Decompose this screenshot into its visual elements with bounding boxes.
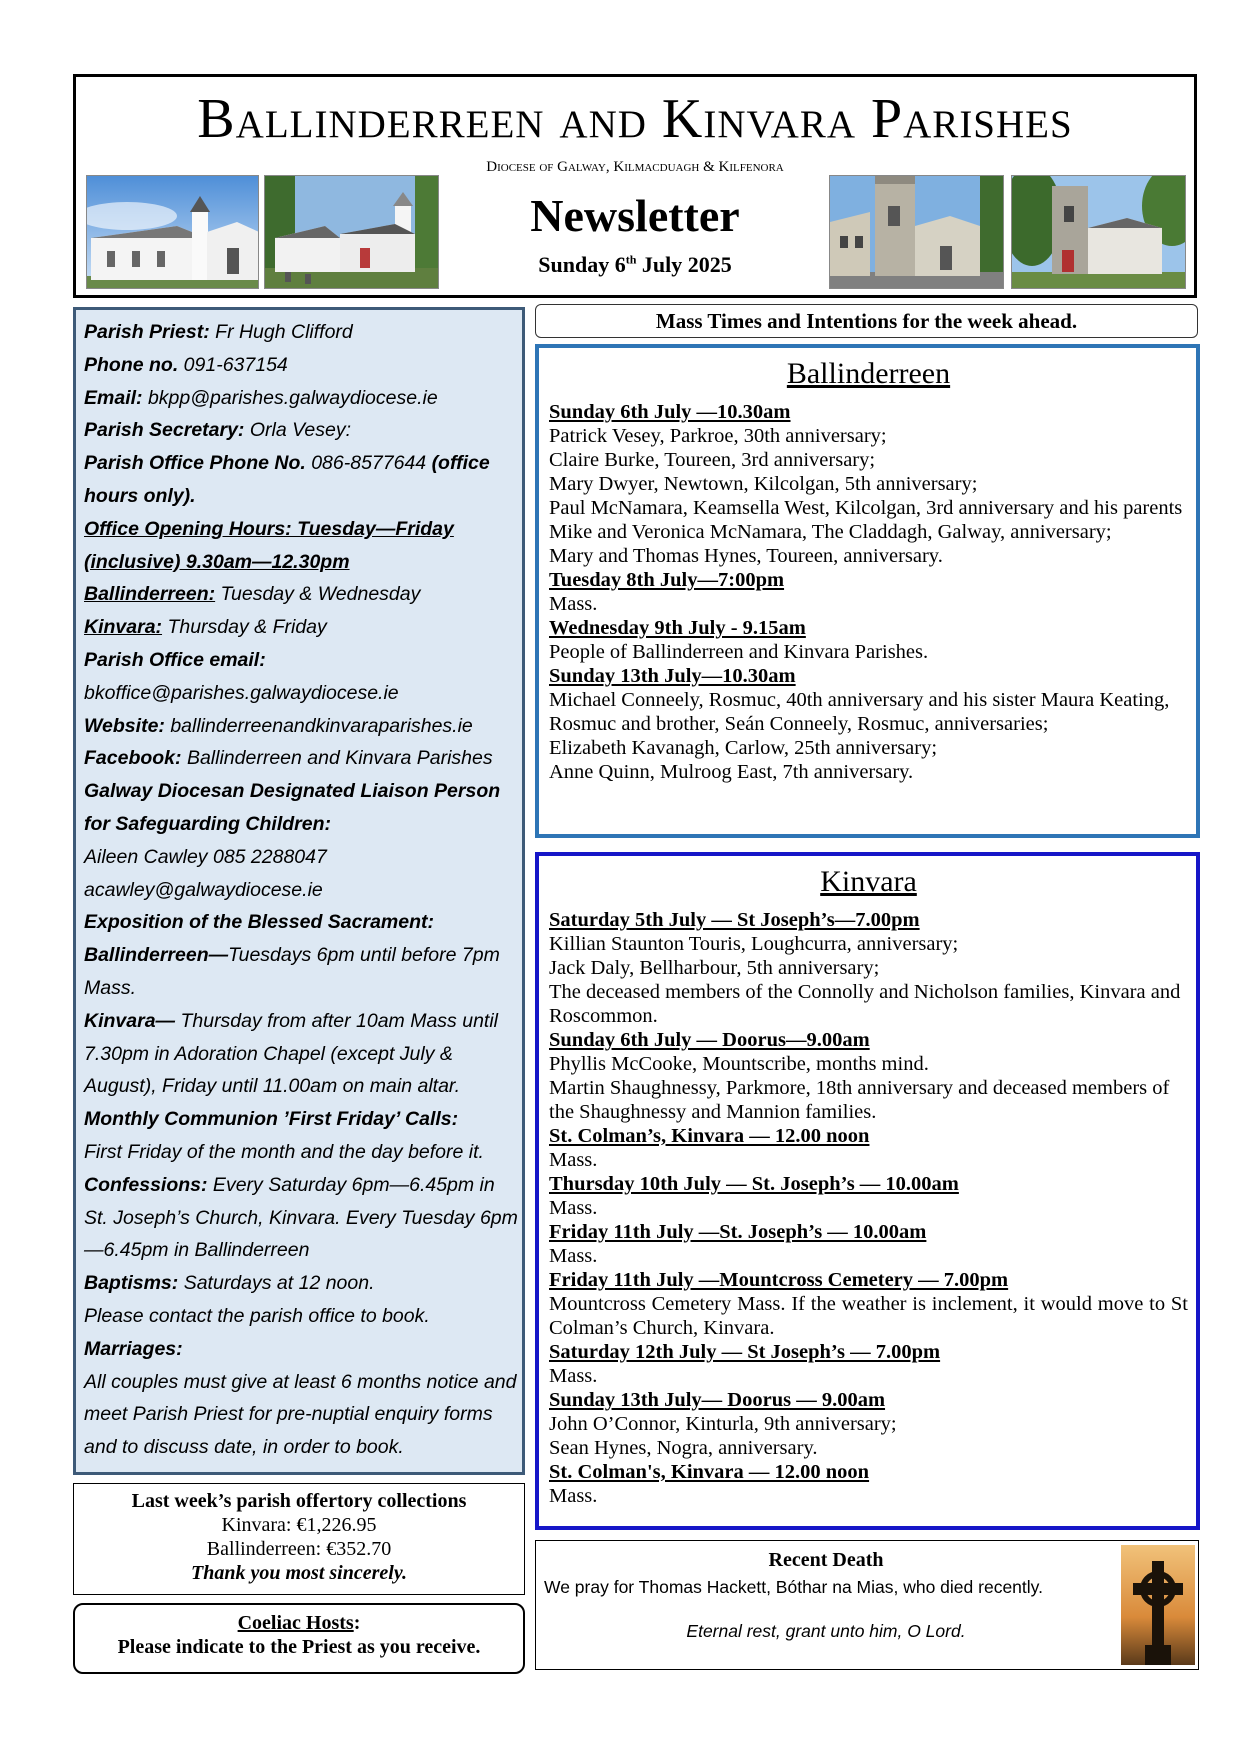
mass-day: Wednesday 9th July - 9.15am (549, 617, 806, 639)
intention: Mary Dwyer, Newtown, Kilcolgan, 5th anniversary; (549, 473, 978, 495)
info-office-email-label: Parish Office email: (84, 648, 266, 671)
info-liaison-email: acawley@galwaydiocese.ie (84, 878, 323, 901)
intention: The deceased members of the Connolly and Nicholson families, Kinvara and Roscommon. (549, 981, 1181, 1027)
kinvara-mass-box (535, 852, 1200, 1530)
mass-day: Tuesday 8th July—7:00pm (549, 569, 785, 591)
intention: Mass. (549, 1149, 598, 1171)
info-baptisms: Baptisms: Saturdays at 12 noon. (84, 1272, 375, 1295)
diocese-subtitle: Diocese of Galway, Kilmacduagh & Kilfenora (486, 159, 784, 175)
ballinderreen-title: Ballinderreen (786, 357, 951, 390)
parish-info-panel (73, 307, 525, 1475)
mass-day: St. Colman's, Kinvara — 12.00 noon (549, 1461, 870, 1483)
intention: Mass. (549, 1197, 598, 1219)
intention: Phyllis McCooke, Mountscribe, months mind. (549, 1053, 929, 1075)
recent-death-text: We pray for Thomas Hackett, Bóthar na Mias, who died recently. (544, 1577, 1043, 1597)
info-secretary: Parish Secretary: Orla Vesey: (84, 419, 352, 442)
intention: Patrick Vesey, Parkroe, 30th anniversary; (549, 425, 887, 447)
church-photo-4 (1011, 175, 1186, 289)
info-website: Website: ballinderreenandkinvaraparishes.ie (84, 714, 473, 737)
church-photo-2 (264, 175, 439, 289)
info-first-friday: First Friday of the month and the day before it. (84, 1140, 484, 1163)
recent-death-prayer: Eternal rest, grant unto him, O Lord. (686, 1621, 966, 1641)
mass-day: Sunday 6th July —10.30am (549, 401, 791, 423)
info-phone: Phone no. 091-637154 (84, 353, 288, 376)
celtic-cross-icon (1121, 1545, 1195, 1665)
intention: People of Ballinderreen and Kinvara Parishes. (549, 641, 929, 663)
info-baptisms-contact: Please contact the parish office to book. (84, 1304, 430, 1327)
offertory-title: Last week’s parish offertory collections (131, 1490, 467, 1512)
info-liaison-name: Aileen Cawley 085 2288047 (84, 845, 327, 868)
info-parish-priest: Parish Priest: Fr Hugh Clifford (84, 321, 353, 343)
info-exposition-label: Exposition of the Blessed Sacrament: (84, 911, 435, 934)
info-ballinderreen-days: Ballinderreen: Tuesday & Wednesday (84, 583, 421, 606)
info-office-phone: Parish Office Phone No. 086-8577644 (office hours only). (84, 452, 490, 507)
intention: Martin Shaughnessy, Parkmore, 18th anniversary and deceased members of the Shaughnessy and Mannion families. (549, 1077, 1170, 1123)
intention: Mass. (549, 1485, 598, 1507)
info-exposition-kinvara: Kinvara— Thursday from after 10am Mass until 7.30pm in Adoration Chapel (except July & August), Friday until 11.00am on main altar. (84, 1009, 498, 1098)
intention: Mass. (549, 1245, 598, 1267)
intention: Killian Staunton Touris, Loughcurra, anniversary; (549, 933, 959, 955)
mass-day: Friday 11th July —St. Joseph’s — 10.00am (549, 1221, 927, 1243)
mass-day: Saturday 5th July — St Joseph’s—7.00pm (549, 909, 920, 931)
coeliac-text: Please indicate to the Priest as you receive. (117, 1636, 481, 1658)
coeliac-box (73, 1603, 525, 1674)
mass-day: Saturday 12th July — St Joseph’s — 7.00pm (549, 1341, 941, 1363)
info-facebook: Facebook: Ballinderreen and Kinvara Parishes (84, 747, 493, 770)
info-office-email: bkoffice@parishes.galwaydiocese.ie (84, 681, 399, 704)
mass-day: Thursday 10th July — St. Joseph’s — 10.00am (549, 1173, 959, 1195)
intention: Claire Burke, Toureen, 3rd anniversary; (549, 449, 876, 471)
recent-death-box (535, 1540, 1199, 1670)
intention: Mountcross Cemetery Mass. If the weather is inclement, it would move to St Colman’s Church, Kinvara. (549, 1293, 1188, 1339)
intention: Anne Quinn, Mulroog East, 7th anniversary. (549, 761, 914, 783)
coeliac-title: Coeliac Hosts: (237, 1612, 361, 1634)
intention: Mary and Thomas Hynes, Toureen, anniversary. (549, 545, 943, 567)
mass-day: Friday 11th July —Mountcross Cemetery — 7.00pm (549, 1269, 1009, 1291)
intention: Sean Hynes, Nogra, anniversary. (549, 1437, 818, 1459)
newsletter-date: Sunday 6th July 2025 (538, 252, 732, 277)
info-email: Email: bkpp@parishes.galwaydiocese.ie (84, 386, 438, 409)
info-office-hours: Office Opening Hours: Tuesday—Friday (inclusive) 9.30am—12.30pm (84, 517, 454, 573)
intention: Michael Conneely, Rosmuc, 40th anniversary and his sister Maura Keating, Rosmuc and brother, Seán Conneely, Rosmuc, anniversaries; (549, 689, 1170, 735)
intention: Mass. (549, 593, 598, 615)
intention: Paul McNamara, Keamsella West, Kilcolgan, 3rd anniversary and his parents Mike and Veronica McNamara, The Claddagh, Galway, anniversary; (549, 497, 1183, 543)
intention: Jack Daly, Bellharbour, 5th anniversary; (549, 957, 880, 979)
church-photo-3 (829, 175, 1004, 289)
offertory-box (73, 1483, 525, 1595)
recent-death-title: Recent Death (768, 1549, 884, 1571)
info-confessions: Confessions: Every Saturday 6pm—6.45pm in St. Joseph’s Church, Kinvara. Every Tuesday 6pm—6.45pm in Ballinderreen (84, 1173, 518, 1262)
intention: Elizabeth Kavanagh, Carlow, 25th anniversary; (549, 737, 938, 759)
info-exposition-ballinderreen: Ballinderreen—Tuesdays 6pm until before 7pm Mass. (84, 944, 500, 999)
offertory-ballinderreen: Ballinderreen: €352.70 (206, 1538, 392, 1560)
intention: Mass. (549, 1365, 598, 1387)
mass-day: Sunday 13th July—10.30am (549, 665, 796, 687)
info-liaison-label: Galway Diocesan Designated Liaison Person for Safeguarding Children: (84, 780, 501, 835)
info-kinvara-days: Kinvara: Thursday & Friday (84, 616, 327, 639)
newsletter-heading: Newsletter (530, 190, 740, 241)
info-marriages: All couples must give at least 6 months notice and meet Parish Priest for pre-nuptial enquiry forms and to discuss date, in order to book. (84, 1370, 517, 1459)
ballinderreen-mass-box (535, 344, 1200, 838)
offertory-thanks: Thank you most sincerely. (191, 1562, 407, 1584)
mass-day: St. Colman’s, Kinvara — 12.00 noon (549, 1125, 870, 1147)
intention: John O’Connor, Kinturla, 9th anniversary; (549, 1413, 897, 1435)
kinvara-title: Kinvara (820, 865, 917, 898)
offertory-kinvara: Kinvara: €1,226.95 (221, 1514, 377, 1536)
mass-day: Sunday 6th July — Doorus—9.00am (549, 1029, 870, 1051)
mass-day: Sunday 13th July— Doorus — 9.00am (549, 1389, 886, 1411)
parish-title: Ballinderreen and Kinvara Parishes (197, 88, 1073, 150)
info-marriages-label: Marriages: (84, 1337, 183, 1360)
newsletter-header (73, 74, 1197, 298)
mass-times-heading: Mass Times and Intentions for the week ahead. (535, 304, 1198, 338)
info-first-friday-label: Monthly Communion ’First Friday’ Calls: (84, 1108, 459, 1131)
church-photo-1 (86, 175, 259, 289)
